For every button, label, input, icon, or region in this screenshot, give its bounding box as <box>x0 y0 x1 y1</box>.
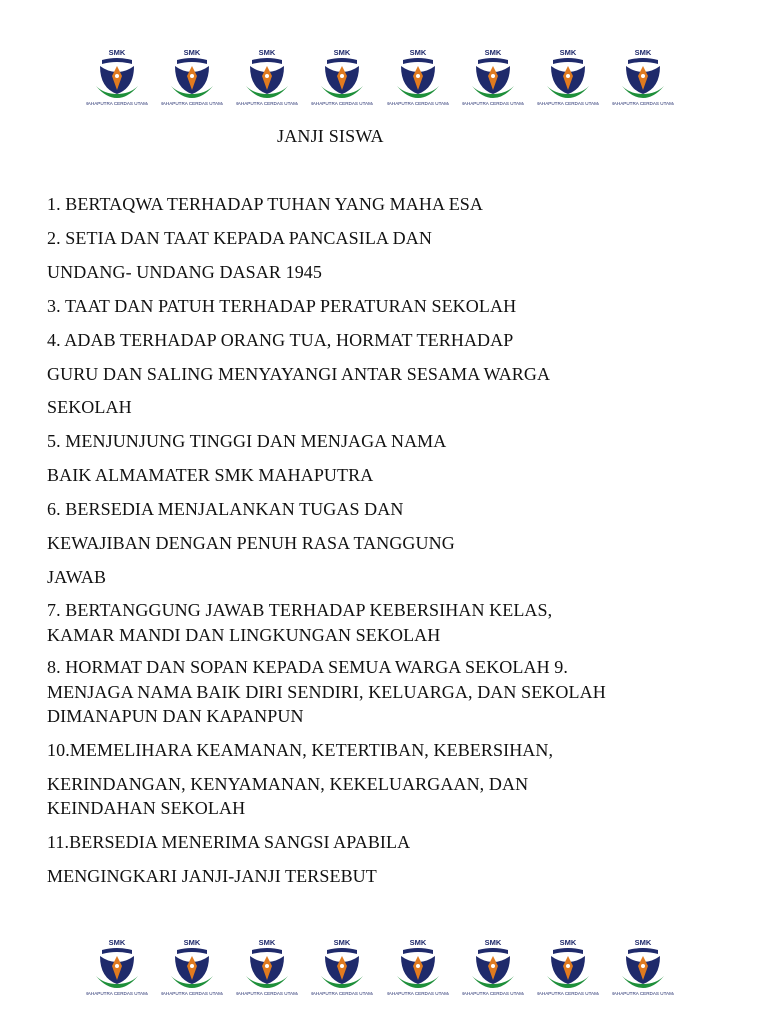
svg-text:SMK: SMK <box>258 938 276 947</box>
pledge-line: KERINDANGAN, KENYAMANAN, KEKELUARGAAN, DAN <box>47 774 529 794</box>
smk-mahaputra-logo-icon <box>161 46 223 108</box>
svg-text:SMK: SMK <box>409 48 426 57</box>
svg-text:MAHAPUTRA CERDAS UTAMA: MAHAPUTRA CERDAS UTAMA <box>461 101 524 106</box>
pledge-line: GURU DAN SALING MENYAYANGI ANTAR SESAMA WARGA <box>47 364 551 384</box>
smk-mahaputra-logo-icon <box>462 46 524 108</box>
svg-text:MAHAPUTRA CERDAS UTAMA: MAHAPUTRA CERDAS UTAMA <box>386 101 449 106</box>
svg-text:MAHAPUTRA CERDAS UTAMA: MAHAPUTRA CERDAS UTAMA <box>161 991 224 996</box>
smk-mahaputra-logo-icon <box>161 936 223 998</box>
svg-text:SMK: SMK <box>484 48 502 57</box>
pledge-line: 11.BERSEDIA MENERIMA SANGSI APABILA <box>47 832 411 852</box>
pledge-line: 10.MEMELIHARA KEAMANAN, KETERTIBAN, KEBERSIHAN, <box>47 740 554 760</box>
pledge-line: JAWAB <box>47 567 107 587</box>
pledge-line: SEKOLAH <box>47 397 132 417</box>
bottom-logo-strip <box>80 934 680 1000</box>
svg-text:MAHAPUTRA CERDAS UTAMA: MAHAPUTRA CERDAS UTAMA <box>386 991 449 996</box>
svg-text:MAHAPUTRA CERDAS UTAMA: MAHAPUTRA CERDAS UTAMA <box>611 991 674 996</box>
svg-text:MAHAPUTRA CERDAS UTAMA: MAHAPUTRA CERDAS UTAMA <box>611 101 674 106</box>
pledge-line: 8. HORMAT DAN SOPAN KEPADA SEMUA WARGA SEKOLAH 9. <box>47 657 568 677</box>
pledge-line: KEWAJIBAN DENGAN PENUH RASA TANGGUNG <box>47 533 455 553</box>
smk-mahaputra-logo-icon <box>462 936 524 998</box>
smk-mahaputra-logo-icon <box>86 936 148 998</box>
svg-text:MAHAPUTRA CERDAS UTAMA: MAHAPUTRA CERDAS UTAMA <box>161 101 224 106</box>
top-logo-strip <box>80 44 680 110</box>
pledge-line: 6. BERSEDIA MENJALANKAN TUGAS DAN <box>47 499 404 519</box>
pledge-line: BAIK ALMAMATER SMK MAHAPUTRA <box>47 465 374 485</box>
svg-text:MAHAPUTRA CERDAS UTAMA: MAHAPUTRA CERDAS UTAMA <box>536 991 599 996</box>
svg-text:MAHAPUTRA CERDAS UTAMA: MAHAPUTRA CERDAS UTAMA <box>536 101 599 106</box>
pledge-line: 1. BERTAQWA TERHADAP TUHAN YANG MAHA ESA <box>47 194 483 214</box>
svg-text:SMK: SMK <box>183 48 201 57</box>
pledge-line: KAMAR MANDI DAN LINGKUNGAN SEKOLAH <box>47 625 441 645</box>
svg-text:SMK: SMK <box>559 938 577 947</box>
pledge-line: 3. TAAT DAN PATUH TERHADAP PERATURAN SEKOLAH <box>47 296 517 316</box>
smk-mahaputra-logo-icon <box>387 936 449 998</box>
svg-text:MAHAPUTRA CERDAS UTAMA: MAHAPUTRA CERDAS UTAMA <box>311 991 374 996</box>
smk-mahaputra-logo-icon <box>311 936 373 998</box>
pledge-line: MENGINGKARI JANJI-JANJI TERSEBUT <box>47 866 377 886</box>
smk-mahaputra-logo-icon <box>612 46 674 108</box>
svg-text:SMK: SMK <box>634 938 652 947</box>
pledge-line: 7. BERTANGGUNG JAWAB TERHADAP KEBERSIHAN KELAS, <box>47 600 553 620</box>
svg-text:SMK: SMK <box>334 938 351 947</box>
svg-text:MAHAPUTRA CERDAS UTAMA: MAHAPUTRA CERDAS UTAMA <box>311 101 374 106</box>
svg-text:SMK: SMK <box>334 48 351 57</box>
pledge-line: 2. SETIA DAN TAAT KEPADA PANCASILA DAN <box>47 228 432 248</box>
pledge-line: MENJAGA NAMA BAIK DIRI SENDIRI, KELUARGA, DAN SEKOLAH <box>47 682 606 702</box>
pledge-line: 5. MENJUNJUNG TINGGI DAN MENJAGA NAMA <box>47 431 447 451</box>
smk-mahaputra-logo-icon <box>387 46 449 108</box>
smk-mahaputra-logo-icon <box>612 936 674 998</box>
svg-text:MAHAPUTRA CERDAS UTAMA: MAHAPUTRA CERDAS UTAMA <box>86 991 148 996</box>
smk-mahaputra-logo-icon <box>311 46 373 108</box>
smk-mahaputra-logo-icon <box>537 936 599 998</box>
svg-text:SMK: SMK <box>183 938 201 947</box>
smk-mahaputra-logo-icon <box>236 46 298 108</box>
svg-text:SMK: SMK <box>108 938 126 947</box>
smk-mahaputra-logo-icon <box>86 46 148 108</box>
svg-text:MAHAPUTRA CERDAS UTAMA: MAHAPUTRA CERDAS UTAMA <box>86 101 148 106</box>
pledge-line: 4. ADAB TERHADAP ORANG TUA, HORMAT TERHADAP <box>47 330 514 350</box>
smk-mahaputra-logo-icon <box>236 936 298 998</box>
pledge-line: DIMANAPUN DAN KAPANPUN <box>47 706 304 726</box>
page-title: JANJI SISWA <box>277 126 384 146</box>
svg-text:SMK: SMK <box>258 48 276 57</box>
svg-text:MAHAPUTRA CERDAS UTAMA: MAHAPUTRA CERDAS UTAMA <box>461 991 524 996</box>
svg-text:MAHAPUTRA CERDAS UTAMA: MAHAPUTRA CERDAS UTAMA <box>236 991 299 996</box>
svg-text:SMK: SMK <box>484 938 502 947</box>
pledge-line: KEINDAHAN SEKOLAH <box>47 798 246 818</box>
smk-mahaputra-logo-icon <box>537 46 599 108</box>
svg-text:SMK: SMK <box>634 48 652 57</box>
svg-text:MAHAPUTRA CERDAS UTAMA: MAHAPUTRA CERDAS UTAMA <box>236 101 299 106</box>
pledge-line: UNDANG- UNDANG DASAR 1945 <box>47 262 322 282</box>
svg-text:SMK: SMK <box>409 938 426 947</box>
svg-text:SMK: SMK <box>108 48 126 57</box>
svg-text:SMK: SMK <box>559 48 577 57</box>
